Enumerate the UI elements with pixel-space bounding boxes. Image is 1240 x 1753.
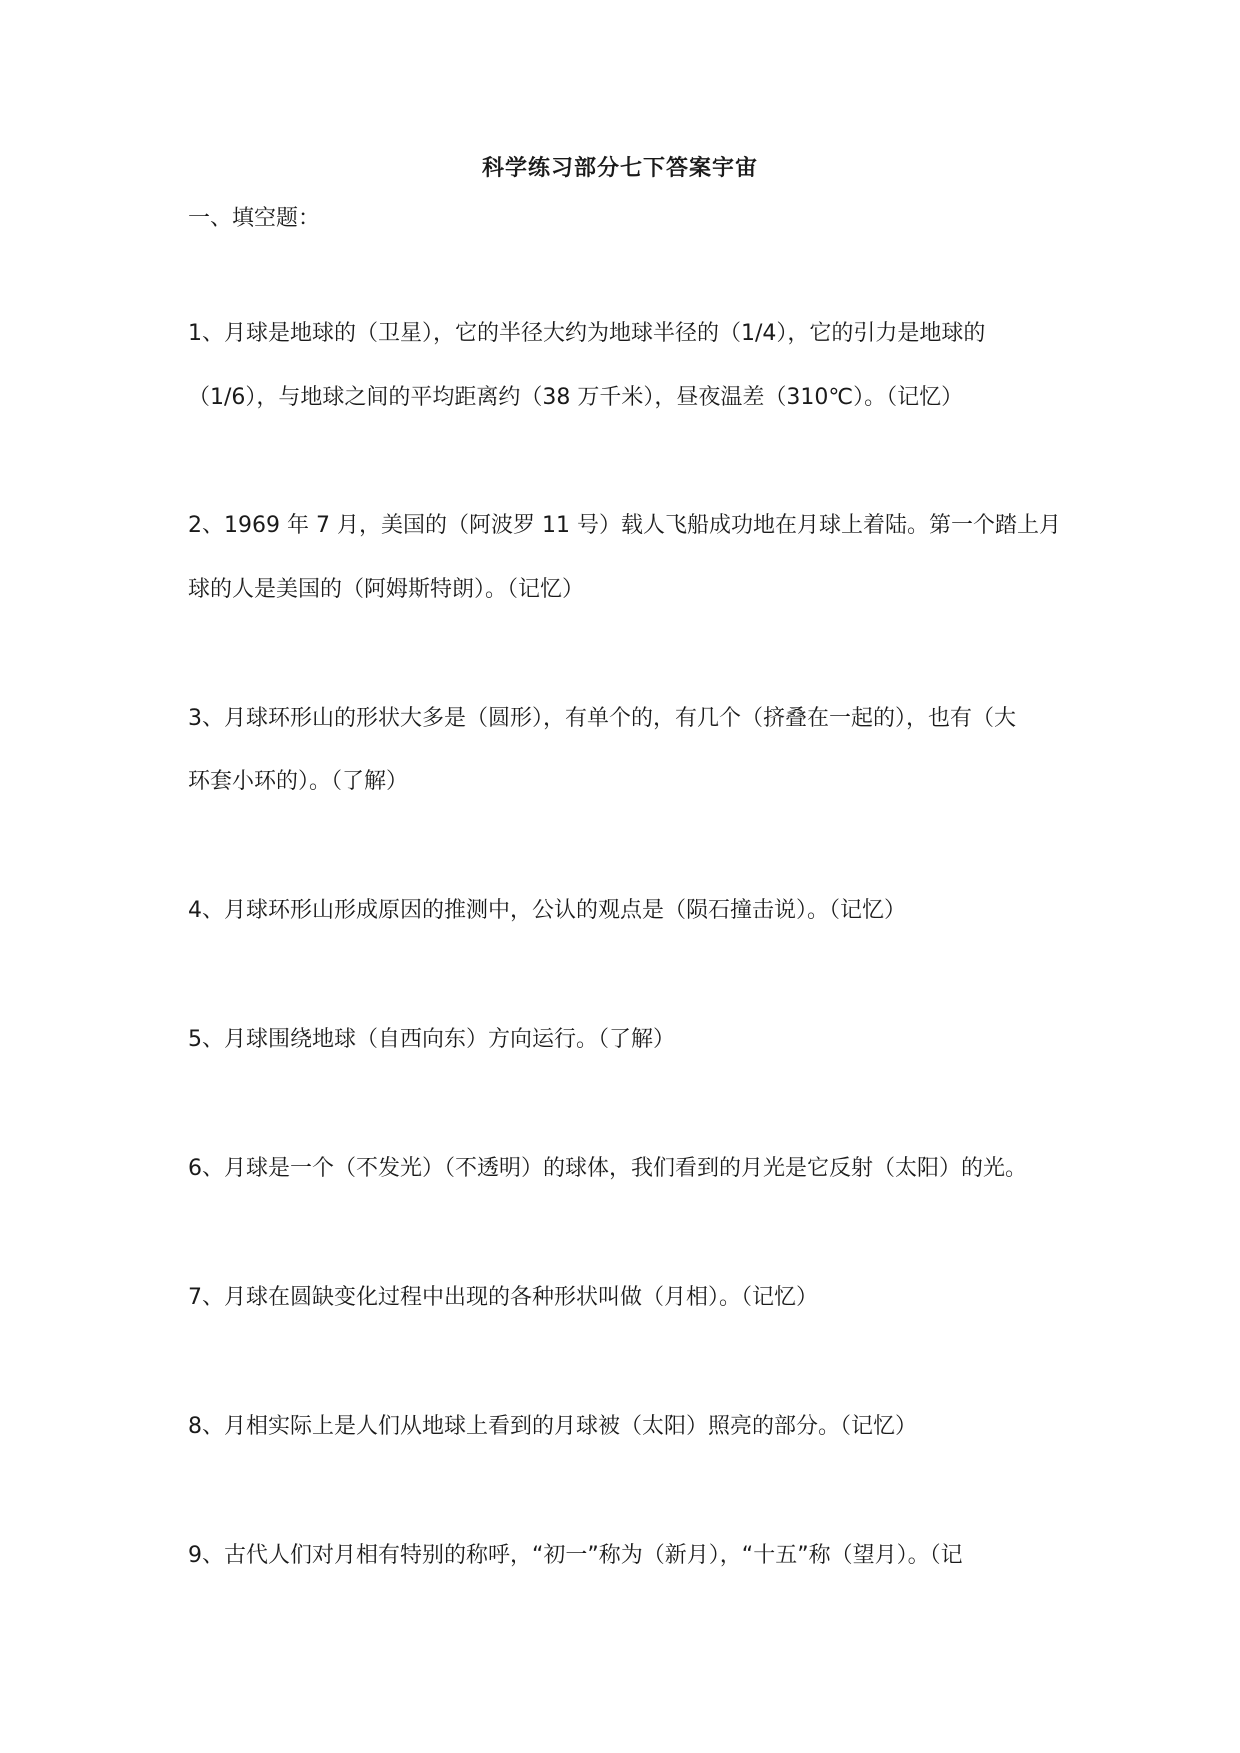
question-8-line-1: 8、月相实际上是人们从地球上看到的月球被（太阳）照亮的部分。（记忆）: [188, 1414, 917, 1439]
question-5-line-1: 5、月球围绕地球（自西向东）方向运行。（了解）: [188, 1027, 675, 1052]
section-heading-fill-in-blank: 一、填空题：: [188, 206, 321, 231]
question-1-line-2: （1/6），与地球之间的平均距离约（38 万千米），昼夜温差（310℃）。（记忆）: [188, 385, 964, 410]
question-2-line-1: 2、1969 年 7 月，美国的（阿波罗 11 号）载人飞船成功地在月球上着陆。第一个踏上月: [188, 513, 1061, 538]
question-7-line-1: 7、月球在圆缺变化过程中出现的各种形状叫做（月相）。（记忆）: [188, 1285, 818, 1310]
question-3-line-1: 3、月球环形山的形状大多是（圆形），有单个的，有几个（挤叠在一起的），也有（大: [188, 706, 1016, 731]
question-4-line-1: 4、月球环形山形成原因的推测中，公认的观点是（陨石撞击说）。（记忆）: [188, 898, 906, 923]
question-9-line-1: 9、古代人们对月相有特别的称呼，“初一”称为（新月），“十五”称（望月）。（记: [188, 1543, 963, 1568]
question-3-line-2: 环套小环的）。（了解）: [188, 769, 409, 794]
document-title: 科学练习部分七下答案宇宙: [481, 155, 758, 181]
question-1-line-1: 1、月球是地球的（卫星），它的半径大约为地球半径的（1/4），它的引力是地球的: [188, 321, 986, 346]
question-6-line-1: 6、月球是一个（不发光）（不透明）的球体，我们看到的月光是它反射（太阳）的光。: [188, 1156, 1027, 1181]
question-2-line-2: 球的人是美国的（阿姆斯特朗）。（记忆）: [188, 577, 585, 602]
